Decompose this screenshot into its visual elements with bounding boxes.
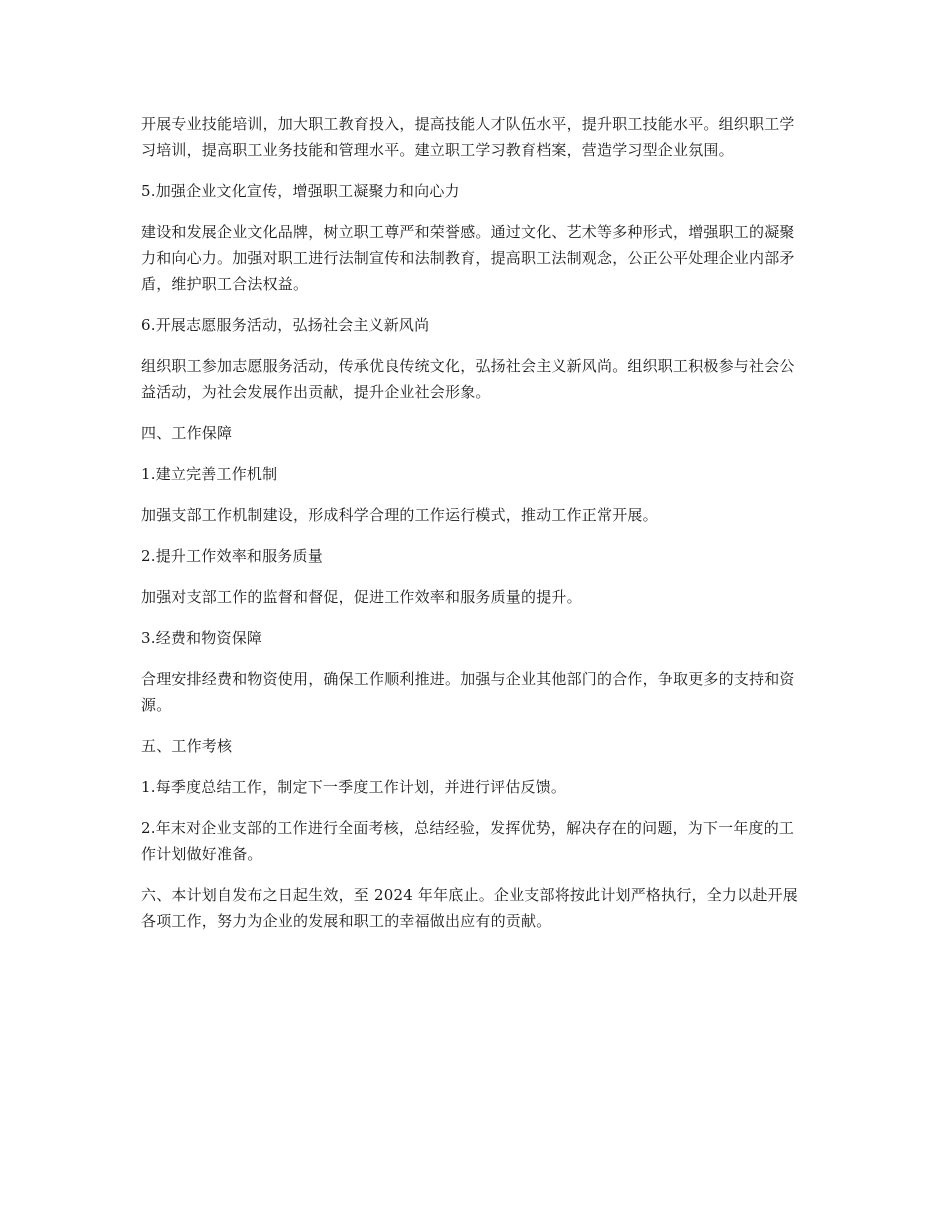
paragraph-work-mechanism: 加强支部工作机制建设，形成科学合理的工作运行模式，推动工作正常开展。 [141, 506, 658, 524]
paragraph-annual-assessment: 2.年末对企业支部的工作进行全面考核，总结经验，发挥优势，解决存在的问题，为下一年度的工作计划做好准备。 [141, 819, 795, 863]
paragraph-volunteer-activities: 组织职工参加志愿服务活动，传承优良传统文化，弘扬社会主义新风尚。组织职工积极参与社会公益活动，为社会发展作出贡献，提升企业社会形象。 [141, 357, 795, 401]
paragraph-skills-training: 开展专业技能培训，加大职工教育投入，提高技能人才队伍水平，提升职工技能水平。组织职工学习培训，提高职工业务技能和管理水平。建立职工学习教育档案，营造学习型企业氛围。 [141, 115, 795, 159]
heading-funds-materials: 3.经费和物资保障 [141, 629, 263, 647]
heading-work-mechanism: 1.建立完善工作机制 [141, 465, 278, 483]
heading-volunteer-service: 6.开展志愿服务活动，弘扬社会主义新风尚 [141, 316, 430, 334]
paragraph-efficiency-quality: 加强对支部工作的监督和督促，促进工作效率和服务质量的提升。 [141, 588, 582, 606]
paragraph-plan-effective: 六、本计划自发布之日起生效，至 2024 年年底止。企业支部将按此计划严格执行，全力以赴开展各项工作，努力为企业的发展和职工的幸福做出应有的贡献。 [141, 886, 798, 930]
paragraph-funds-materials: 合理安排经费和物资使用，确保工作顺利推进。加强与企业其他部门的合作，争取更多的支持和资源。 [141, 670, 795, 714]
document-page [141, 111, 809, 949]
heading-efficiency-quality: 2.提升工作效率和服务质量 [141, 547, 323, 565]
section-heading-work-assessment: 五、工作考核 [141, 737, 233, 755]
heading-culture-promotion: 5.加强企业文化宣传，增强职工凝聚力和向心力 [141, 182, 460, 200]
section-heading-work-guarantee: 四、工作保障 [141, 424, 233, 442]
paragraph-quarterly-summary: 1.每季度总结工作，制定下一季度工作计划，并进行评估反馈。 [141, 778, 567, 796]
paragraph-culture-brand: 建设和发展企业文化品牌，树立职工尊严和荣誉感。通过文化、艺术等多种形式，增强职工的凝聚力和向心力。加强对职工进行法制宣传和法制教育，提高职工法制观念，公正公平处理企业内部矛盾，维护职工合法权益。 [141, 223, 795, 293]
